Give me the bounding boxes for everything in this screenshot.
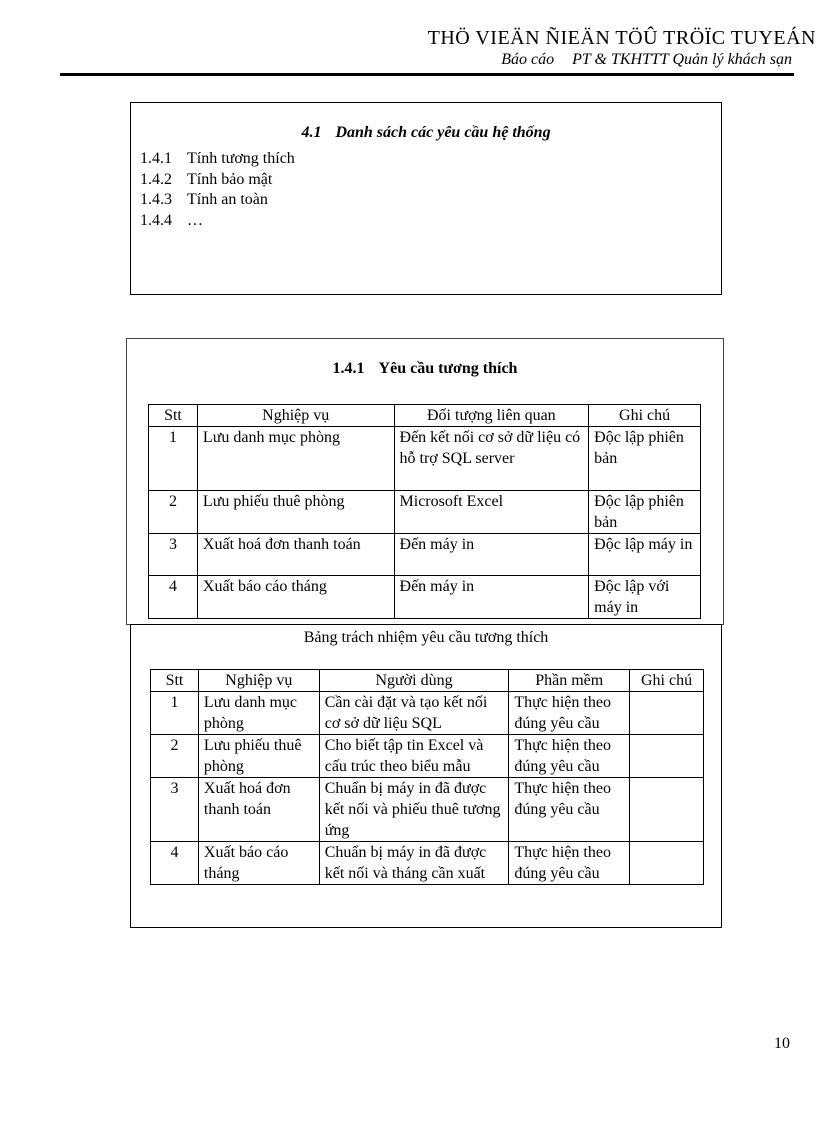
list-item-label: … bbox=[187, 211, 203, 229]
column-header-stt: Stt bbox=[149, 405, 198, 427]
cell-note bbox=[630, 692, 704, 735]
list-item-label: Tính an toàn bbox=[187, 191, 268, 208]
cell-stt: 3 bbox=[151, 778, 199, 842]
header-subtitle-left: Báo cáo bbox=[501, 51, 555, 68]
list-item bbox=[140, 149, 295, 170]
cell-note bbox=[630, 842, 704, 885]
cell-stt: 3 bbox=[149, 534, 198, 576]
cell-stt: 1 bbox=[151, 692, 199, 735]
list-item bbox=[140, 190, 295, 211]
cell-stt: 4 bbox=[149, 576, 198, 619]
cell-task: Xuất hoá đơn thanh toán bbox=[198, 778, 319, 842]
column-header-stt: Stt bbox=[151, 670, 199, 692]
cell-object: Đến máy in bbox=[394, 534, 589, 576]
cell-note bbox=[630, 735, 704, 778]
cell-task: Lưu danh mục phòng bbox=[198, 692, 319, 735]
requirements-list bbox=[140, 149, 295, 231]
responsibility-box bbox=[130, 624, 722, 928]
cell-user: Cho biết tập tin Excel và cấu trúc theo biểu mẫu bbox=[319, 735, 509, 778]
header-subtitle bbox=[501, 52, 792, 68]
header-subtitle-right: PT & TKHTTT Quản lý khách sạn bbox=[572, 51, 792, 68]
column-header-object: Đối tượng liên quan bbox=[394, 405, 589, 427]
cell-note bbox=[630, 778, 704, 842]
cell-task: Xuất báo cáo tháng bbox=[198, 842, 319, 885]
page-number: 10 bbox=[774, 1035, 790, 1052]
table-row bbox=[149, 491, 701, 534]
cell-stt: 4 bbox=[151, 842, 199, 885]
header-rule bbox=[60, 73, 794, 76]
cell-task: Lưu phiếu thuê phòng bbox=[197, 491, 394, 534]
column-header-software: Phần mềm bbox=[509, 670, 630, 692]
list-item-number: 1.4.3 bbox=[140, 191, 172, 208]
section-title-text: Danh sách các yêu cầu hệ thống bbox=[335, 124, 551, 141]
table-header-row bbox=[151, 670, 704, 692]
cell-user: Cần cài đặt và tạo kết nối cơ sở dữ liệu SQL bbox=[319, 692, 509, 735]
compatibility-title bbox=[127, 361, 723, 377]
table-row bbox=[151, 735, 704, 778]
compatibility-title-text: Yêu cầu tương thích bbox=[378, 360, 518, 377]
cell-object: Đến kết nối cơ sở dữ liệu có hỗ trợ SQL server bbox=[394, 427, 589, 491]
cell-software: Thực hiện theo đúng yêu cầu bbox=[509, 692, 630, 735]
cell-software: Thực hiện theo đúng yêu cầu bbox=[509, 842, 630, 885]
cell-task: Xuất báo cáo tháng bbox=[197, 576, 394, 619]
table-row bbox=[151, 842, 704, 885]
list-item-label: Tính tương thích bbox=[187, 150, 295, 167]
table-row bbox=[149, 427, 701, 491]
list-item-number: 1.4.4 bbox=[140, 211, 172, 229]
cell-note: Độc lập phiên bản bbox=[589, 427, 701, 491]
cell-object: Microsoft Excel bbox=[394, 491, 589, 534]
table-row bbox=[151, 692, 704, 735]
cell-stt: 2 bbox=[151, 735, 199, 778]
cell-user: Chuẩn bị máy in đã được kết nối và phiếu thuê tương ứng bbox=[319, 778, 509, 842]
column-header-task: Nghiệp vụ bbox=[197, 405, 394, 427]
requirements-list-box bbox=[130, 102, 722, 295]
table-row bbox=[151, 778, 704, 842]
compatibility-title-number: 1.4.1 bbox=[332, 360, 365, 377]
responsibility-table bbox=[150, 669, 704, 885]
column-header-task: Nghiệp vụ bbox=[198, 670, 319, 692]
list-item-label: Tính bảo mật bbox=[187, 170, 273, 188]
cell-note: Độc lập với máy in bbox=[589, 576, 701, 619]
list-item bbox=[140, 211, 295, 232]
section-title bbox=[131, 125, 721, 141]
responsibility-caption: Bảng trách nhiệm yêu cầu tương thích bbox=[303, 629, 549, 646]
column-header-user: Người dùng bbox=[319, 670, 509, 692]
list-item-number: 1.4.2 bbox=[140, 170, 172, 188]
table-row bbox=[149, 576, 701, 619]
column-header-note: Ghi chú bbox=[589, 405, 701, 427]
cell-stt: 1 bbox=[149, 427, 198, 491]
cell-object: Đến máy in bbox=[394, 576, 589, 619]
compatibility-requirements-box bbox=[126, 338, 724, 625]
compatibility-table bbox=[148, 404, 701, 619]
column-header-note: Ghi chú bbox=[630, 670, 704, 692]
cell-note: Độc lập máy in bbox=[589, 534, 701, 576]
cell-note: Độc lập phiên bản bbox=[589, 491, 701, 534]
header-title: THÖ VIEÄN ÑIEÄN TÖÛ TRÖÏC TUYEÁN bbox=[427, 27, 816, 49]
cell-software: Thực hiện theo đúng yêu cầu bbox=[509, 778, 630, 842]
cell-software: Thực hiện theo đúng yêu cầu bbox=[509, 735, 630, 778]
list-item bbox=[140, 170, 295, 191]
list-item-number: 1.4.1 bbox=[140, 150, 172, 167]
cell-task: Lưu phiếu thuê phòng bbox=[198, 735, 319, 778]
cell-task: Xuất hoá đơn thanh toán bbox=[197, 534, 394, 576]
cell-task: Lưu danh mục phòng bbox=[197, 427, 394, 491]
cell-user: Chuẩn bị máy in đã được kết nối và tháng cần xuất bbox=[319, 842, 509, 885]
table-row bbox=[149, 534, 701, 576]
cell-stt: 2 bbox=[149, 491, 198, 534]
table-header-row bbox=[149, 405, 701, 427]
section-number: 4.1 bbox=[301, 124, 322, 141]
